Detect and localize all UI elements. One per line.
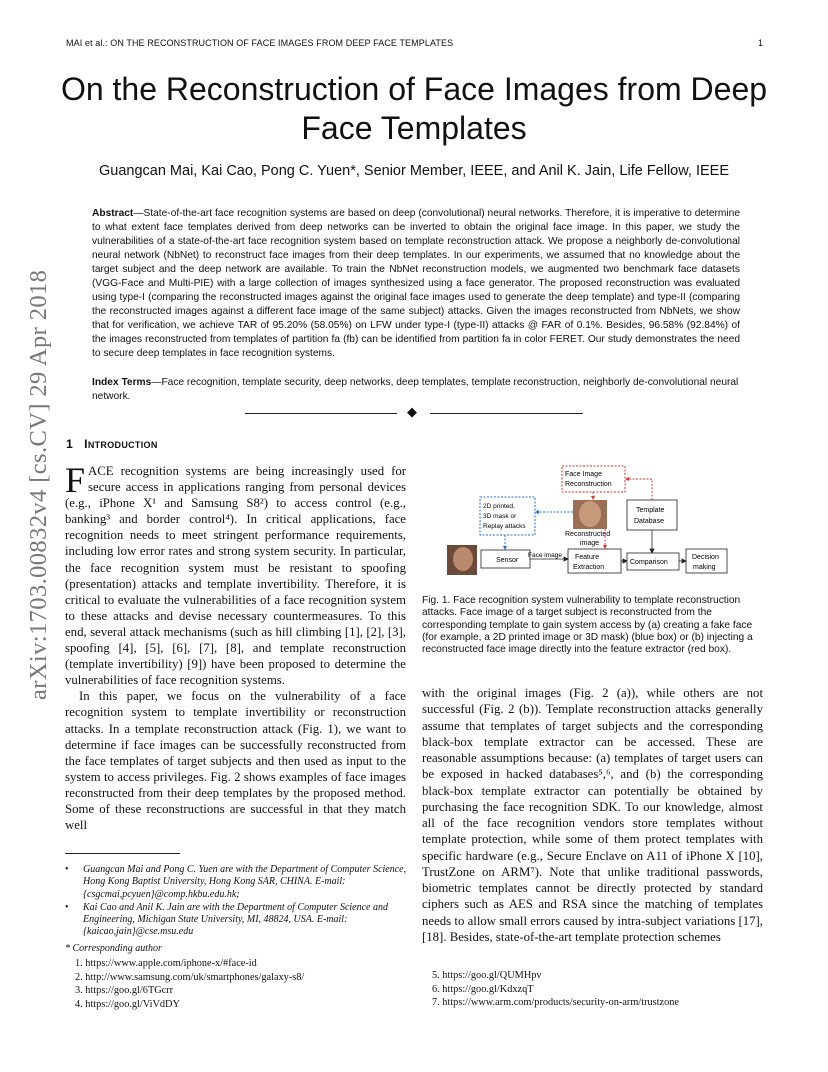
separator-diamond: ◆ — [407, 404, 417, 419]
face-db-label-1: Face Image — [565, 471, 602, 478]
template-label-1: Template — [636, 507, 665, 514]
index-terms-label: Index Terms — [92, 377, 152, 388]
recon-label-1: Reconstructed — [565, 531, 611, 538]
drop-cap: F — [65, 460, 86, 500]
section-heading — [66, 437, 158, 451]
face-image-arrow-label: Face image — [528, 552, 562, 559]
spoof-label-1: 2D printed, — [483, 503, 515, 510]
affiliation-1: • Guangcan Mai and Pong C. Yuen are with the Department of Computer Science, Hong Kong Baptist University, Hong Kong SAR, CHINA. E-mail:{csgcmai,pcyuen}@comp.hkbu.edu.hk; — [65, 864, 407, 900]
abstract-text: —State-of-the-art face recognition systems are based on deep (convolutional) neural networks. Therefore, it is imperative to determine to what extent face templates derived from deep networks can be inverted to obtain the original face image. In this paper, we study the vulnerabilities of a state-of-the-art face recognition system based on template reconstruction attack. We propose a neighborly de-convolutional neural network (NbNet) to reconstruct face images from their deep templates. In our experiments, we assumed that no knowledge about the target subject and the deep network are available. To train the NbNet reconstruction models, we augmented two benchmark face datasets (VGG-Face and Multi-PIE) with a large collection of images synthesized using a face generator. The proposed reconstruction was evaluated using type-I (comparing the reconstructed images against the original face images used to generate the deep template) and type-II (comparing the reconstructed images against a different face image of the same subject) attacks. Given the images reconstructed from NbNets, we show that for verification, we achieve TAR of 95.20% (58.05%) on LFW under type-I (type-II) attacks @ FAR of 0.1%. Besides, 96.58% (92.84%) of the images reconstructed from templates of partition fa (fb) can be identified from partition fa in color FERET. Our study demonstrates the need to secure deep templates in face recognition systems. — [92, 208, 740, 360]
url-footnote[interactable]: 3. https://goo.gl/6TGcrr — [75, 985, 174, 997]
feature-label-2: Extraction — [573, 564, 605, 571]
intro-lead: ACE — [88, 464, 114, 478]
url-footnote[interactable]: 4. https://goo.gl/ViVdDY — [75, 999, 180, 1011]
url-footnote[interactable]: 6. https://goo.gl/KdxzqT — [432, 983, 534, 995]
arxiv-identifier: arXiv:1703.00832v4 [cs.CV] 29 Apr 2018 — [25, 269, 52, 700]
index-terms — [92, 376, 740, 404]
separator-line-right — [430, 413, 583, 414]
separator-line-left — [245, 413, 397, 414]
red-arrowhead — [625, 477, 629, 481]
face-image-reconstruction-box — [562, 466, 625, 492]
running-head: MAI et al.: ON THE RECONSTRUCTION OF FACE IMAGES FROM DEEP FACE TEMPLATES — [66, 38, 454, 48]
template-label-2: Database — [634, 518, 664, 525]
intro-column-left — [65, 460, 406, 833]
url-footnote[interactable]: 7. https://www.arm.com/products/security-on-arm/trustzone — [432, 997, 679, 1009]
sensor-label: Sensor — [496, 557, 519, 564]
figure-1-caption: Fig. 1. Face recognition system vulnerability to template reconstruction attacks. Face image of a target subject is reconstructed from the corresponding template to gain system access by (a) creating a fake face (for example, a 2D printed image or 3D mask) (blue box) or (b) injecting a reconstructed face image directly into the feature extractor (red box). — [422, 595, 753, 656]
template-database-box — [627, 500, 677, 530]
url-footnote[interactable]: 2. http://www.samsung.com/uk/smartphones/galaxy-s8/ — [75, 971, 305, 983]
url-footnotes-left — [75, 957, 304, 1012]
paper-title: On the Reconstruction of Face Images from Deep Face Templates — [60, 71, 768, 146]
figure-1-diagram — [420, 462, 765, 587]
url-footnote[interactable]: 5. https://goo.gl/QUMHpv — [432, 970, 542, 981]
recon-label-2: image — [580, 540, 600, 547]
spoof-label-3: Replay attacks — [483, 523, 526, 530]
index-terms-text: —Face recognition, template security, deep networks, deep templates, template reconstruction, neighborly de-convolutional neural network. — [92, 377, 739, 403]
comparison-label: Comparison — [630, 559, 668, 566]
affiliation-2: • Kai Cao and Anil K. Jain are with the Department of Computer Science and Engineering, Michigan State University, MI, 48824, USA. E-mail: {kaicao,jain}@cse.msu.edu — [65, 901, 388, 938]
intro-paragraph-2: In this paper, we focus on the vulnerability of a face recognition system to template invertibility or reconstruction attacks. In a template reconstruction attack (Fig. 1), we want to determine if face images can be successfully reconstructed from the face templates of target subjects and then used as input to the system to access privileges. Fig. 2 shows examples of face images reconstructed from their deep templates by the proposed method. Some of these reconstructions are successful in that they match well — [65, 689, 406, 833]
corresponding-author-note: * Corresponding author — [65, 943, 162, 954]
feature-label-1: Feature — [575, 554, 600, 561]
abstract-label: Abstract — [92, 208, 134, 219]
decision-label-1: Decision — [692, 554, 719, 561]
face-db-label-2: Reconstruction — [565, 481, 612, 488]
blue-arrowhead — [535, 510, 539, 514]
section-title: Introduction — [84, 437, 158, 451]
page-number: 1 — [758, 38, 764, 48]
intro-paragraph-1: recognition systems are being increasingly used for secure access in applications ranging from personal devices (e.g., iPhone X¹ and Samsung S8²) to access control (e.g., banking³ and border control⁴). In critical applications, face recognition needs to meet stringent performance requirements, including low error rates and strong system security. In particular, the face recognition system must be resistant to spoofing (presentation) attacks and template invertibility. Therefore, it is critical to evaluate the vulnerabilities of a face recognition system to these attacks and devise necessary countermeasures. To this end, several attack mechanisms (such as hill climbing [1], [2], [3], spoofing [4], [5], [6], [7], [8], and template reconstruction (template invertibility) [9]) have been proposed to determine the vulnerabilities of face recognition systems. — [65, 464, 406, 688]
url-footnote[interactable]: 1. https://www.apple.com/iphone-x/#face-id — [75, 958, 257, 969]
footnote-rule — [65, 853, 180, 854]
abstract — [92, 207, 740, 362]
url-footnotes-right — [432, 969, 679, 1010]
decision-label-2: making — [693, 564, 716, 571]
section-number: 1 — [66, 437, 74, 451]
intro-column-right: with the original images (Fig. 2 (a)), while others are not successful (Fig. 2 (b)). Template reconstruction attacks generally assume that templates of target subjects and the corresponding black-box template extractor can be accessed. These are reasonable assumptions because: (a) templates of target users can be exposed in hacked databases⁵,⁶, and (b) the corresponding black-box template extractor can potentially be obtained by purchasing the face recognition SDK. To our knowledge, almost all of the face recognition vendors store templates without template protection, while some of them protect templates with specific hardware (e.g., Secure Enclave on A11 of iPhone X [10], TrustZone on ARM⁷). Note that unlike traditional passwords, biometric templates cannot be directly protected by standard ciphers such as AES and RSA since the matching of templates needs to allow small errors caused by intra-subject variations [17], [18]. Besides, state-of-the-art template protection schemes — [422, 686, 763, 944]
spoof-label-2: 3D mask or — [483, 513, 517, 520]
affiliation-footnotes — [65, 864, 407, 940]
author-list: Guangcan Mai, Kai Cao, Pong C. Yuen*, Senior Member, IEEE, and Anil K. Jain, Life Fellow, IEEE — [98, 163, 730, 179]
